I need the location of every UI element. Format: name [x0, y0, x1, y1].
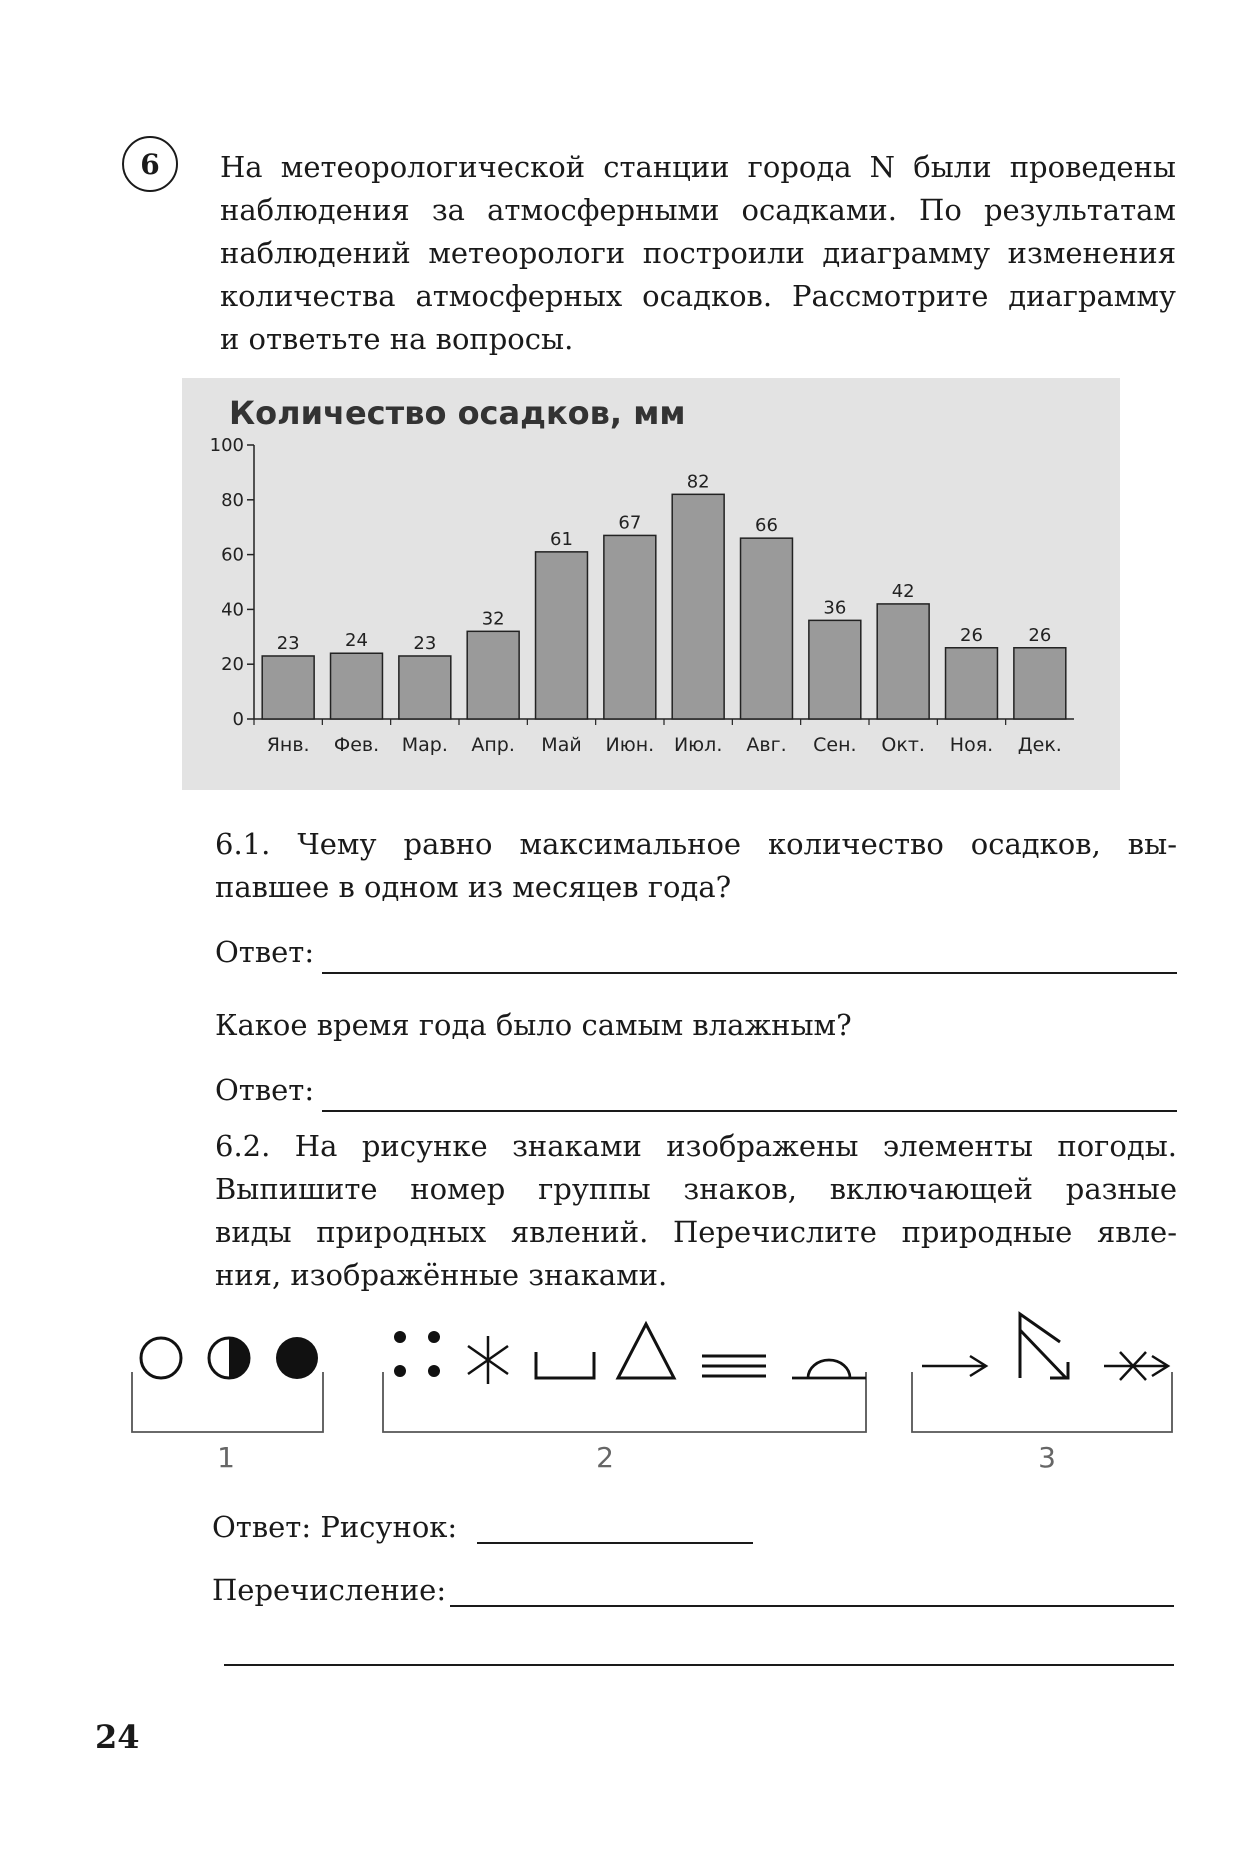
x-tick-label: Июн.	[605, 734, 655, 756]
bar	[672, 494, 724, 719]
task-number: 6	[140, 147, 160, 181]
intro-line: наблюдений метеорологи построили диаграмму изменения	[220, 236, 1176, 270]
x-tick-label: Фев.	[333, 734, 380, 756]
intro-line: наблюдения за атмосферными осадками. По результатам	[220, 193, 1176, 227]
precipitation-chart	[182, 378, 1120, 790]
question-line: Выпишите номер группы знаков, включающей разные	[215, 1172, 1177, 1206]
intro-line: и ответьте на вопросы.	[220, 322, 574, 356]
bar	[536, 552, 588, 719]
y-tick-label: 60	[221, 544, 244, 566]
x-tick-label: Ноя.	[949, 734, 994, 756]
x-tick-label: Дек.	[1017, 734, 1062, 756]
answer-field-max-precipitation[interactable]	[322, 942, 1177, 974]
bar-value-label: 26	[960, 624, 983, 646]
answer-field-enumeration[interactable]	[450, 1575, 1174, 1607]
answer-field-enumeration-extra-line[interactable]	[224, 1664, 1174, 1666]
symbol-group-2	[383, 1324, 866, 1432]
question-6-1	[215, 823, 1177, 1112]
bar	[809, 620, 861, 719]
question-line: 6.1. Чему равно максимальное количество осадков, вы-	[215, 827, 1177, 861]
snowstorm-icon	[1104, 1352, 1168, 1380]
answer-label: Ответ:	[215, 1073, 315, 1107]
bar	[741, 538, 793, 719]
wind-direction-icon	[1020, 1314, 1068, 1378]
symbol-group-1	[132, 1337, 323, 1432]
snow-icon	[468, 1336, 508, 1384]
bar	[399, 656, 451, 719]
x-tick-label: Мар.	[401, 734, 448, 756]
bar-value-label: 67	[618, 512, 642, 534]
bar	[331, 653, 383, 719]
dew-icon	[536, 1352, 594, 1378]
fog-icon	[702, 1356, 766, 1376]
bar-value-label: 23	[413, 632, 437, 654]
answer-row-enumeration	[212, 1573, 1174, 1607]
group-bracket	[132, 1372, 323, 1432]
group-bracket	[912, 1372, 1172, 1432]
y-tick-label: 100	[209, 435, 244, 456]
answer-row-picture	[212, 1510, 772, 1544]
x-tick-label: Янв.	[266, 734, 310, 756]
answer-label: Ответ: Рисунок:	[212, 1510, 458, 1544]
wind-arrow-icon	[922, 1356, 986, 1376]
overcast-icon	[276, 1337, 318, 1379]
bar-value-label: 23	[276, 632, 300, 654]
bar	[467, 631, 519, 719]
partly-cloudy-icon	[209, 1338, 249, 1378]
x-tick-label: Май	[541, 734, 582, 756]
answer-label: Ответ:	[215, 935, 315, 969]
bar	[604, 535, 656, 719]
question-6-2	[215, 1125, 1177, 1297]
rain-icon	[394, 1331, 440, 1377]
question-line: 6.2. На рисунке знаками изображены элементы погоды.	[215, 1129, 1177, 1163]
answer-row-2	[215, 1069, 1177, 1112]
intro-line: количества атмосферных осадков. Рассмотрите диаграмму	[220, 279, 1176, 313]
bar-value-label: 24	[345, 630, 368, 652]
bar-value-label: 82	[686, 471, 710, 493]
answer-field-wettest-season[interactable]	[322, 1080, 1177, 1112]
y-tick-label: 80	[221, 489, 244, 511]
bar	[946, 648, 998, 719]
group-number-2: 2	[596, 1441, 614, 1474]
x-tick-label: Авг.	[746, 734, 787, 756]
answer-label: Перечисление:	[212, 1573, 447, 1607]
intro-line: На метеорологической станции города N были проведены	[220, 150, 1176, 184]
weather-symbols-figure	[0, 1300, 1244, 1480]
x-tick-label: Окт.	[881, 734, 925, 756]
task-number-badge	[122, 136, 178, 192]
clear-sky-icon	[141, 1338, 181, 1378]
group-number-3: 3	[1038, 1441, 1056, 1474]
frost-icon	[792, 1360, 866, 1378]
question-line: ния, изображённые знаками.	[215, 1258, 668, 1292]
bar-value-label: 36	[823, 597, 847, 619]
bar-value-label: 66	[755, 515, 778, 537]
group-number-1: 1	[217, 1441, 235, 1474]
bar-value-label: 26	[1028, 624, 1052, 646]
bar	[877, 604, 929, 719]
x-tick-label: Сен.	[813, 734, 857, 756]
bar-value-label: 32	[481, 608, 505, 630]
question-line: виды природных явлений. Перечислите природные явле-	[215, 1215, 1177, 1249]
page-number: 24	[95, 1718, 140, 1756]
symbol-group-3	[912, 1314, 1172, 1432]
answer-row-1	[215, 931, 1177, 974]
y-tick-label: 40	[221, 599, 244, 621]
x-tick-label: Июл.	[673, 734, 723, 756]
chart-title: Количество осадков, мм	[229, 394, 686, 432]
y-tick-label: 20	[221, 654, 244, 676]
bar	[1014, 648, 1066, 719]
bar-value-label: 61	[550, 528, 573, 550]
bar-value-label: 42	[891, 580, 915, 602]
question-line: Какое время года было самым влажным?	[215, 1008, 852, 1042]
answer-field-picture-number[interactable]	[477, 1512, 753, 1544]
x-tick-label: Апр.	[471, 734, 515, 756]
hail-icon	[618, 1324, 674, 1378]
chart-bars	[262, 471, 1066, 756]
y-tick-label: 0	[232, 709, 244, 730]
task-intro	[220, 146, 1176, 361]
bar	[262, 656, 314, 719]
group-bracket	[383, 1372, 866, 1432]
chart-svg	[182, 378, 1120, 790]
question-line: павшее в одном из месяцев года?	[215, 870, 732, 904]
